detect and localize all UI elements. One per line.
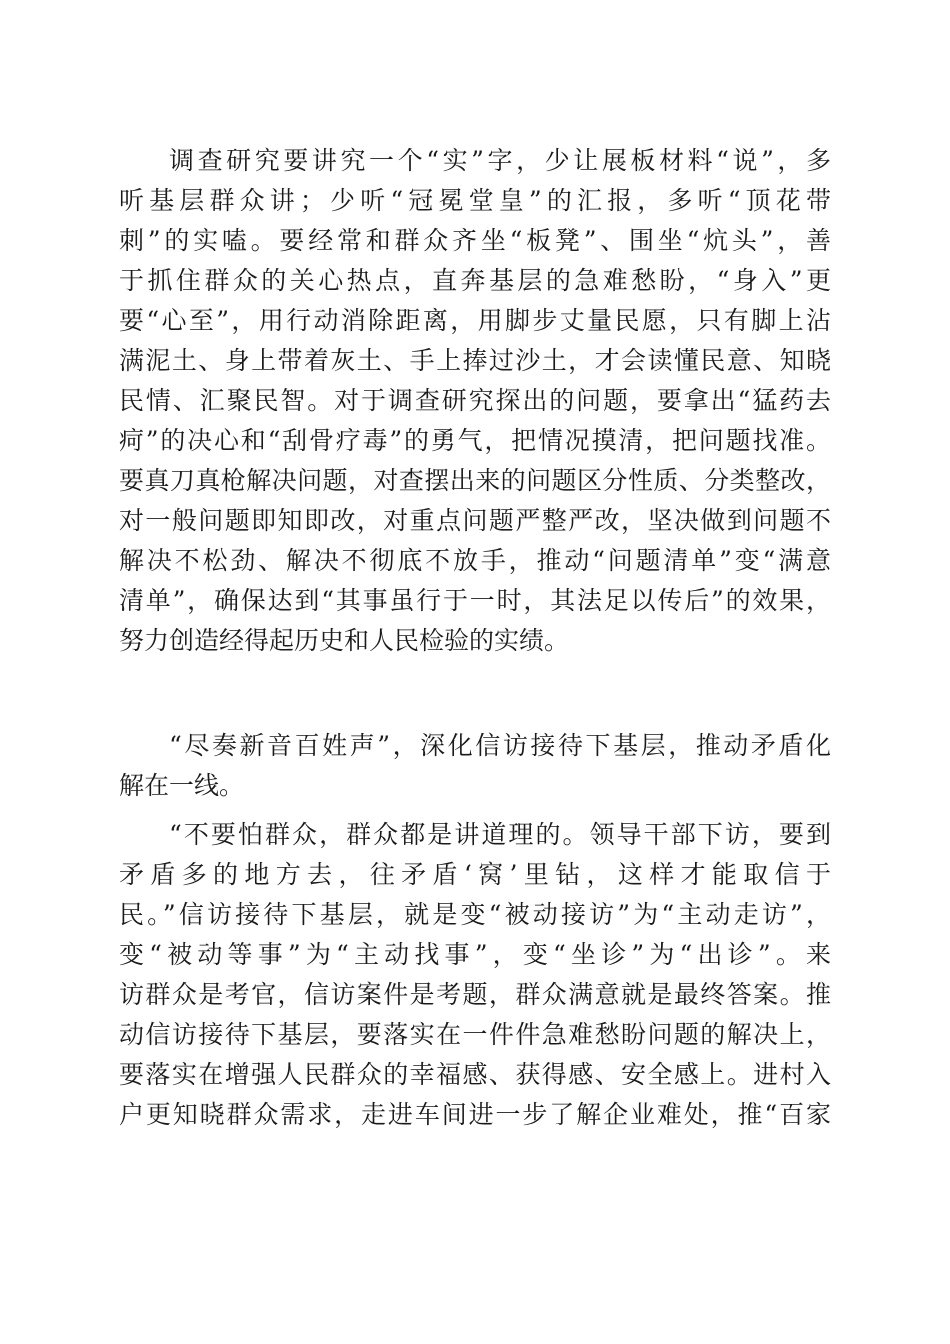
text-line: 矛盾多的地方去，往矛盾‘窝’里钻，这样才能取信于 [119,860,831,889]
text-line: 满泥土、身上带着灰土、手上捧过沙土，才会读懂民意、知晓 [119,346,831,375]
text-line: 要“心至”，用行动消除距离，用脚步丈量民愿，只有脚上沾 [119,306,831,335]
text-line: 访群众是考官，信访案件是考题，群众满意就是最终答案。推 [119,980,831,1009]
text-line: 清单”，确保达到“其事虽行于一时，其法足以传后”的效果， [119,586,831,615]
text-line: “尽奏新音百姓声”，深化信访接待下基层，推动矛盾化 [169,731,831,760]
text-line: 疴”的决心和“刮骨疗毒”的勇气，把情况摸清，把问题找准。 [119,426,831,455]
text-line: 听基层群众讲；少听“冠冕堂皇”的汇报，多听“顶花带 [119,186,831,215]
text-line: 动信访接待下基层，要落实在一件件急难愁盼问题的解决上， [119,1020,831,1049]
text-line: 民情、汇聚民智。对于调查研究探出的问题，要拿出“猛药去 [119,386,831,415]
text-line: 调查研究要讲究一个“实”字，少让展板材料“说”，多 [169,146,831,175]
text-line: 对一般问题即知即改，对重点问题严整严改，坚决做到问题不 [119,506,831,535]
text-line: 努力创造经得起历史和人民检验的实绩。 [119,626,570,655]
text-line: 于抓住群众的关心热点，直奔基层的急难愁盼，“身入”更 [119,266,831,295]
text-line: “不要怕群众，群众都是讲道理的。领导干部下访，要到 [169,820,831,849]
text-line: 变“被动等事”为“主动找事”，变“坐诊”为“出诊”。来 [119,940,831,969]
paragraph-1 [119,141,831,661]
text-line: 要落实在增强人民群众的幸福感、获得感、安全感上。进村入 [119,1060,831,1089]
paragraph-3 [119,815,831,1135]
text-line: 要真刀真枪解决问题，对查摆出来的问题区分性质、分类整改， [119,466,831,495]
text-line: 户更知晓群众需求，走进车间进一步了解企业难处，推“百家 [119,1100,831,1129]
text-line: 民。”信访接待下基层，就是变“被动接访”为“主动走访”， [119,900,831,929]
paragraph-2 [119,726,831,806]
text-line: 解在一线。 [119,771,245,800]
text-line: 刺”的实嗑。要经常和群众齐坐“板凳”、围坐“炕头”，善 [119,226,831,255]
text-line: 解决不松劲、解决不彻底不放手，推动“问题清单”变“满意 [119,546,831,575]
